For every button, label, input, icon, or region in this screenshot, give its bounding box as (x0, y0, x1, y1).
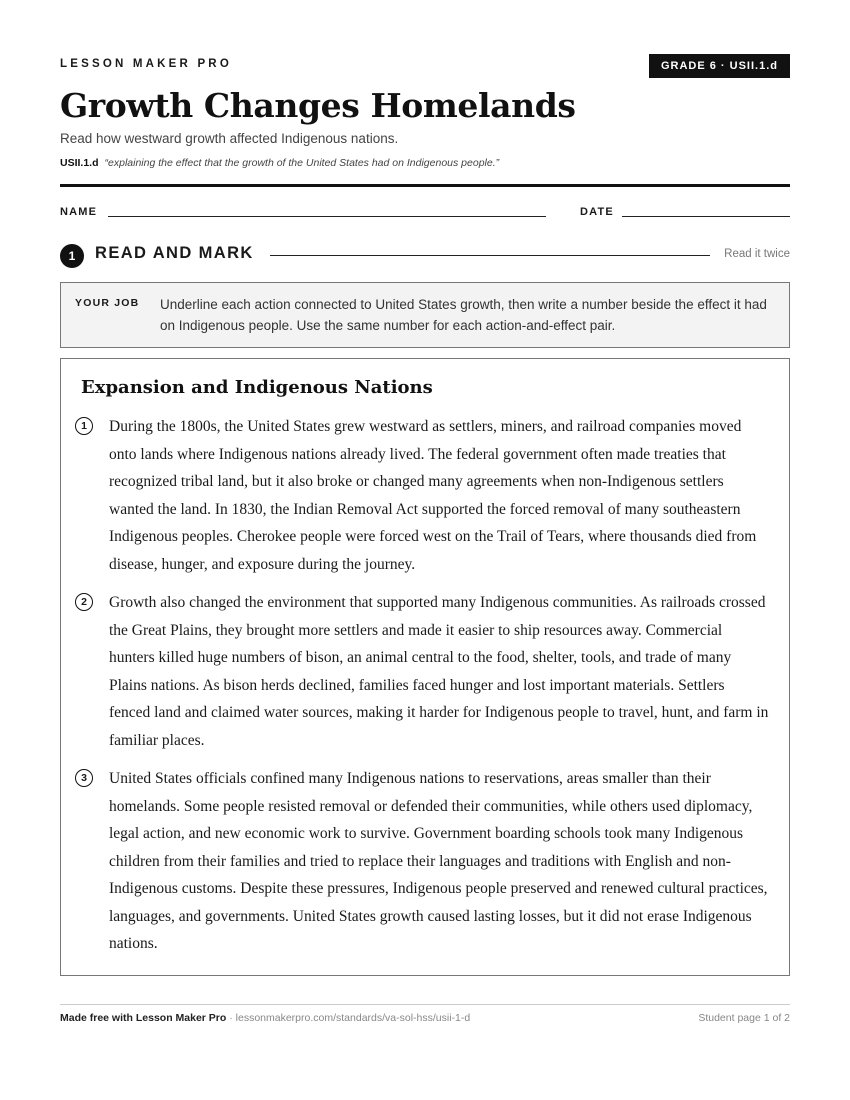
paragraph-text: United States officials confined many Indigenous nations to reservations, areas smaller than their homelands. Some people resisted removal or defended their communities, while others used diplomacy, legal action, and new economic work to survive. Government boarding schools took many Indigenous children from their families and tried to replace their languages and traditions with English and non-Indigenous customs. Despite these pressures, Indigenous people preserved and renewed cultural practices, languages, and governments. United States growth caused lasting losses, but it did not erase Indigenous nations. (109, 770, 768, 952)
instructions-label: YOUR JOB (75, 297, 140, 309)
standard-text: “explaining the effect that the growth of the United States had on Indigenous people.” (104, 157, 500, 169)
instructions-text: Underline each action connected to United States growth, then write a number beside the effect it had on Indigenous people. Use the same number for each action-and-effect pair. (160, 297, 767, 333)
name-field[interactable] (108, 216, 546, 217)
grade-badge: GRADE 6 · USII.1.d (649, 54, 790, 78)
reading-passage (60, 358, 790, 976)
date-label: DATE (580, 206, 614, 218)
passage-title: Expansion and Indigenous Nations (81, 377, 433, 398)
footer-divider (60, 1004, 790, 1005)
paragraph-number: 1 (75, 417, 93, 435)
instructions-box (60, 282, 790, 348)
paragraph-text: Growth also changed the environment that supported many Indigenous communities. As railroads crossed the Great Plains, they brought more settlers and made it easier to ship resources away. Commercial hunters killed huge numbers of bison, an animal central to the food, shelter, tools, and trade of many Plains nations. As bison herds declined, families faced hunger and lost important materials. Settlers fenced land and claimed water sources, making it harder for Indigenous people to travel, hunt, and farm in familiar places. (109, 594, 769, 749)
standard-line (60, 157, 499, 169)
footer-made-with: Made free with Lesson Maker Pro (60, 1012, 227, 1024)
paragraph-number: 3 (75, 769, 93, 787)
brand-name: LESSON MAKER PRO (60, 58, 232, 70)
section-title: READ AND MARK (95, 244, 254, 262)
date-field[interactable] (622, 216, 790, 217)
standard-code: USII.1.d (60, 157, 99, 169)
page-title: Growth Changes Homelands (60, 86, 576, 125)
footer-link[interactable]: · lessonmakerpro.com/standards/va-sol-hss/usii-1-d (226, 1012, 471, 1024)
footer-credit (60, 1012, 470, 1024)
page-subtitle: Read how westward growth affected Indigenous nations. (60, 131, 399, 146)
section-note: Read it twice (724, 248, 790, 260)
header-divider (60, 184, 790, 187)
paragraph-text: During the 1800s, the United States grew westward as settlers, miners, and railroad companies moved onto lands where Indigenous nations already lived. The federal government often made treaties that recognized tribal land, but it also broke or changed many agreements when non-Indigenous settlers wanted the land. In 1830, the Indian Removal Act supported the forced removal of many southeastern Indigenous peoples. Cherokee people were forced west on the Trail of Tears, where thousands died from disease, hunger, and exposure during the journey. (109, 418, 757, 573)
paragraph-number: 2 (75, 593, 93, 611)
page-indicator: Student page 1 of 2 (698, 1012, 790, 1024)
section-number-badge: 1 (60, 244, 84, 268)
name-label: NAME (60, 206, 98, 218)
section-divider (270, 255, 710, 256)
